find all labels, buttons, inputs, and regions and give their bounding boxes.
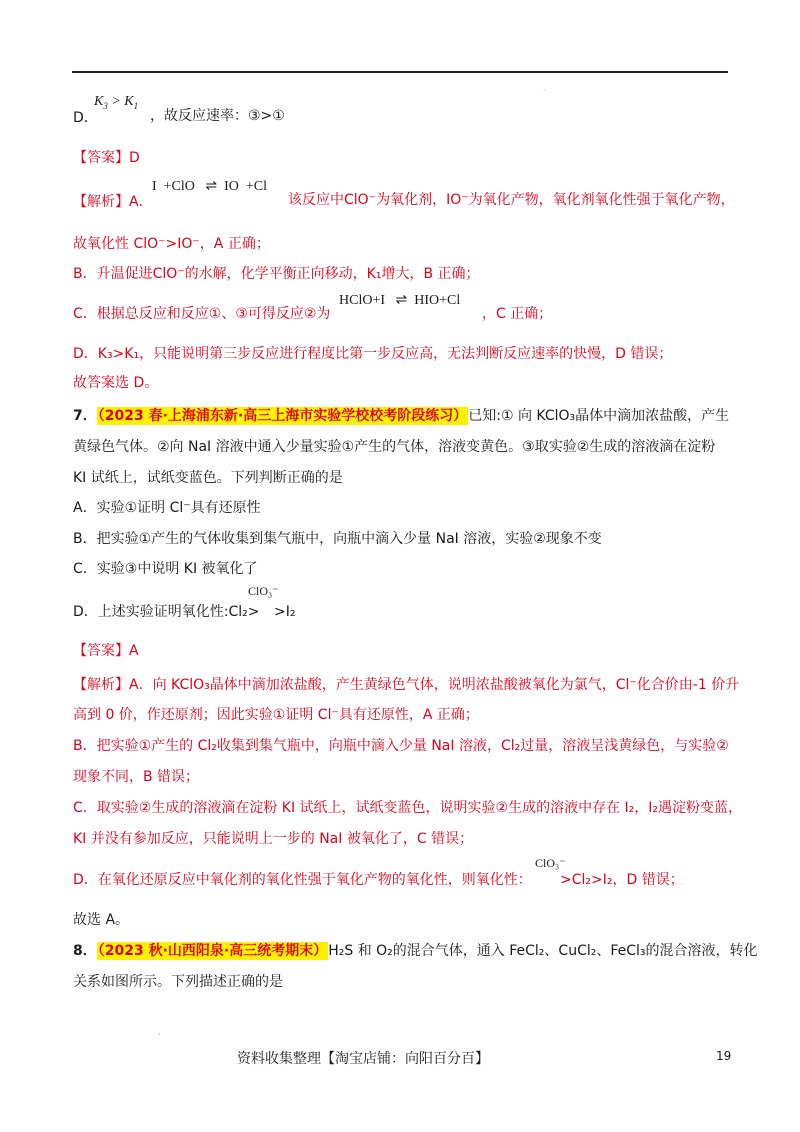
q6-analysis-d: D．K₃>K₁，只能说明第三步反应进行程度比第一步反应高，无法判断反应速率的快慢，D 错误；: [73, 346, 673, 362]
q6-analysis-c-pre: C．根据总反应和反应①、③可得反应②为: [73, 306, 331, 322]
question-source: （2023 秋·山西阳泉·高三统考期末）: [97, 943, 328, 959]
q6-option-d-text: ，故反应速率：③>①: [150, 108, 285, 124]
q7-answer: 【答案】A: [73, 643, 139, 659]
q6-conclusion: 故答案选 D。: [73, 375, 159, 391]
option-d-label: D．: [73, 110, 98, 126]
analysis-c-formula: HClO+I ⇌ HIO+Cl: [339, 293, 461, 308]
decorative-dot: ·: [543, 86, 546, 95]
q8-stem-line-2: 关系如图所示。下列描述正确的是: [73, 974, 283, 990]
question-source: （2023 春·上海浦东新·高三上海市实验学校校考阶段练习）: [97, 408, 468, 424]
q7-option-b: B．把实验①产生的气体收集到集气瓶中，向瓶中滴入少量 NaI 溶液，实验②现象不变: [73, 531, 602, 547]
q7-analysis-a-2: 高到 0 价，作还原剂；因此实验①证明 Cl⁻具有还原性，A 正确；: [73, 707, 479, 723]
q7-option-d-formula: ClO₃⁻: [248, 584, 279, 598]
page-number: 19: [716, 1049, 732, 1063]
question-number: 7．: [73, 408, 97, 424]
q7-stem-line-2: 黄绿色气体。②向 NaI 溶液中通入少量实验①产生的气体，溶液变黄色。③取实验②生成的溶液滴在淀粉: [73, 439, 716, 455]
q7-analysis-d-pre: D．在氧化还原反应中氧化剂的氧化性强于氧化产物的氧化性，则氧化性：: [73, 872, 532, 888]
q6-answer: 【答案】D: [73, 150, 140, 166]
q7-stem-line-3: KI 试纸上，试纸变蓝色。下列判断正确的是: [73, 470, 343, 486]
q7-option-a: A．实验①证明 Cl⁻具有还原性: [73, 500, 261, 516]
q7-stem-line-1: [73, 406, 729, 426]
k3-gt-k1-formula: $K_3 > K_1$: [94, 94, 139, 111]
q7-stem-1: 已知:① 向 KClO₃晶体中滴加浓盐酸，产生: [468, 408, 730, 424]
q6-analysis-a-text: 该反应中ClO⁻为氧化剂，IO⁻为氧化产物，氧化剂氧化性强于氧化产物，: [288, 192, 735, 208]
q6-analysis-a-text2: 故氧化性 ClO⁻>IO⁻，A 正确；: [73, 236, 270, 252]
q7-analysis-b-2: 现象不同，B 错误；: [73, 769, 200, 785]
q7-analysis-a-1: 【解析】A．向 KClO₃晶体中滴加浓盐酸，产生黄绿色气体，说明浓盐酸被氧化为氯气，Cl⁻化合价由-1 价升: [73, 677, 740, 693]
question-number: 8．: [73, 943, 97, 959]
q6-analysis-label: 【解析】A．: [73, 194, 153, 210]
q7-analysis-c-1: C．取实验②生成的溶液滴在淀粉 KI 试纸上，试纸变蓝色，说明实验②生成的溶液中存在 I₂，I₂遇淀粉变蓝，: [73, 800, 743, 816]
q7-analysis-b-1: B．把实验①产生的 Cl₂收集到集气瓶中，向瓶中滴入少量 NaI 溶液，Cl₂过量，溶液呈浅黄绿色，与实验②: [73, 738, 729, 754]
q7-analysis-d-post: >Cl₂>I₂，D 错误；: [560, 872, 684, 888]
q7-option-d-post: >I₂: [274, 604, 296, 620]
q7-conclusion: 故选 A。: [73, 912, 130, 928]
q6-option-d: [73, 108, 98, 128]
q6-analysis-b: B．升温促进ClO⁻的水解，化学平衡正向移动，K₁增大，B 正确；: [73, 266, 480, 282]
decorative-dot: ·: [158, 1030, 161, 1039]
q7-option-d-pre: D．上述实验证明氧化性:Cl₂>: [73, 604, 260, 620]
q8-stem-1: H₂S 和 O₂的混合气体，通入 FeCl₂、CuCl₂、FeCl₃的混合溶液，转化: [328, 943, 758, 959]
analysis-a-formula: I +ClO ⇌ IO +Cl: [152, 179, 268, 194]
q7-analysis-c-2: KI 并没有参加反应，只能说明上一步的 NaI 被氧化了，C 错误；: [73, 831, 474, 847]
q7-analysis-d-formula: ClO₃⁻: [535, 856, 566, 870]
q7-option-c: C．实验③中说明 KI 被氧化了: [73, 561, 258, 577]
footer-text: 资料收集整理【淘宝店铺：向阳百分百】: [237, 1051, 489, 1067]
header-rule: [72, 71, 728, 73]
q6-analysis-c-post: ，C 正确；: [482, 306, 553, 322]
q8-stem-line-1: [73, 941, 758, 961]
